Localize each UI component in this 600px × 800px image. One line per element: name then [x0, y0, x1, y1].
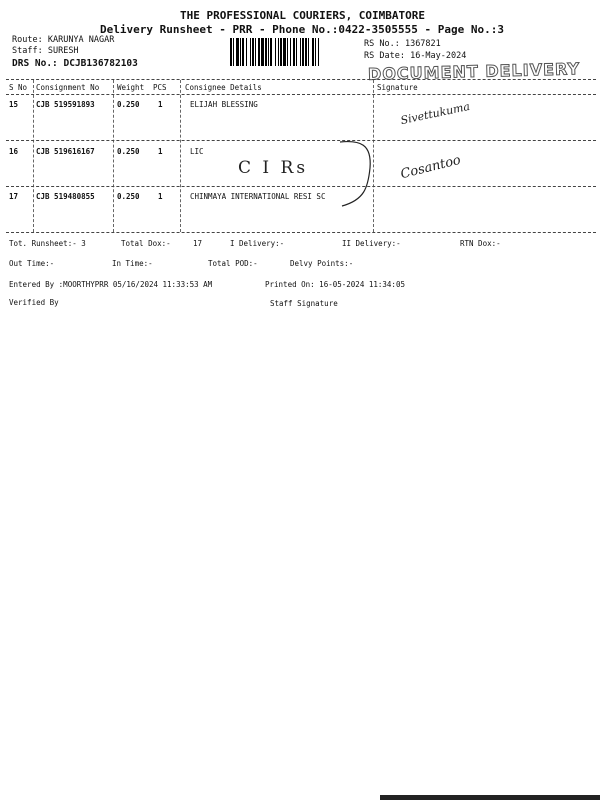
drs-line	[12, 58, 138, 69]
total-pod: Total POD:-	[208, 259, 258, 268]
ii-delivery: II Delivery:-	[342, 239, 401, 248]
row-consignee: ELIJAH BLESSING	[190, 100, 258, 109]
row-rule	[6, 186, 596, 187]
rs-date-line	[364, 51, 466, 61]
rs-date-label: RS Date:	[364, 51, 405, 61]
col-pcs: PCS	[153, 83, 167, 92]
rs-no-value: 1367821	[404, 39, 441, 49]
rs-no-line	[364, 39, 441, 49]
row-sno: 15	[9, 100, 19, 109]
route-label: Route:	[12, 35, 43, 45]
row-rule	[6, 140, 596, 141]
row-sno: 16	[9, 147, 19, 156]
col-signature: Signature	[377, 83, 418, 92]
total-dox-value: 17	[193, 239, 203, 248]
col-weight: Weight	[117, 83, 145, 92]
total-dox-label: Total Dox:-	[121, 239, 171, 248]
drs-value: DCJB136782103	[63, 58, 138, 69]
row-consignment: CJB 519480855	[36, 192, 95, 201]
out-time: Out Time:-	[9, 259, 55, 268]
header-bottom-rule	[6, 94, 596, 95]
col-divider	[33, 80, 34, 232]
row-signature: Cosantoo	[399, 152, 463, 183]
row-weight: 0.250	[117, 147, 140, 156]
route-line	[12, 35, 114, 45]
row-pcs: 1	[158, 192, 163, 201]
scan-edge	[380, 795, 600, 800]
in-time: In Time:-	[112, 259, 153, 268]
row-consignee: LIC	[190, 147, 204, 156]
document-delivery-stamp: DOCUMENT DELIVERY	[367, 59, 581, 84]
row-weight: 0.250	[117, 100, 140, 109]
handwritten-note: C I Rs	[238, 158, 309, 178]
rs-no-label: RS No.:	[364, 39, 400, 49]
row-weight: 0.250	[117, 192, 140, 201]
row-consignment: CJB 519591893	[36, 100, 95, 109]
col-consignee: Consignee Details	[185, 83, 262, 92]
barcode	[230, 38, 358, 66]
rs-date-value: 16-May-2024	[410, 51, 467, 61]
staff-value: SURESH	[47, 46, 79, 56]
table-bottom-rule	[6, 232, 596, 233]
col-sno: S No	[9, 83, 28, 92]
row-consignee: CHINMAYA INTERNATIONAL RESI SC	[190, 192, 326, 201]
table-top-rule	[6, 79, 596, 80]
delvy-points: Delvy Points:-	[290, 259, 354, 268]
staff-label: Staff:	[12, 46, 43, 56]
staff-signature: Staff Signature	[270, 299, 338, 308]
printed-on: Printed On: 16-05-2024 11:34:05	[265, 280, 405, 289]
row-sno: 17	[9, 192, 19, 201]
route-value: KARUNYA NAGAR	[47, 35, 115, 45]
staff-line	[12, 46, 79, 56]
entered-by: Entered By :MOORTHYPRR 05/16/2024 11:33:53 AM	[9, 280, 213, 289]
company-name: THE PROFESSIONAL COURIERS, COIMBATORE	[180, 9, 426, 22]
row-pcs: 1	[158, 147, 163, 156]
col-divider	[113, 80, 114, 232]
drs-label: DRS No.:	[12, 58, 58, 69]
rtn-dox: RTN Dox:-	[460, 239, 501, 248]
i-delivery: I Delivery:-	[230, 239, 285, 248]
row-consignment: CJB 519616167	[36, 147, 95, 156]
col-divider	[180, 80, 181, 232]
col-consignment: Consignment No	[36, 83, 100, 92]
row-signature: Sivettukuma	[399, 99, 472, 128]
bracket-mark	[330, 138, 380, 213]
runsheet-title: Delivery Runsheet - PRR - Phone No.:0422-3505555 - Page No.:3	[100, 23, 504, 36]
row-pcs: 1	[158, 100, 163, 109]
verified-by: Verified By	[9, 298, 59, 307]
tot-runsheet: Tot. Runsheet:- 3	[9, 239, 86, 248]
